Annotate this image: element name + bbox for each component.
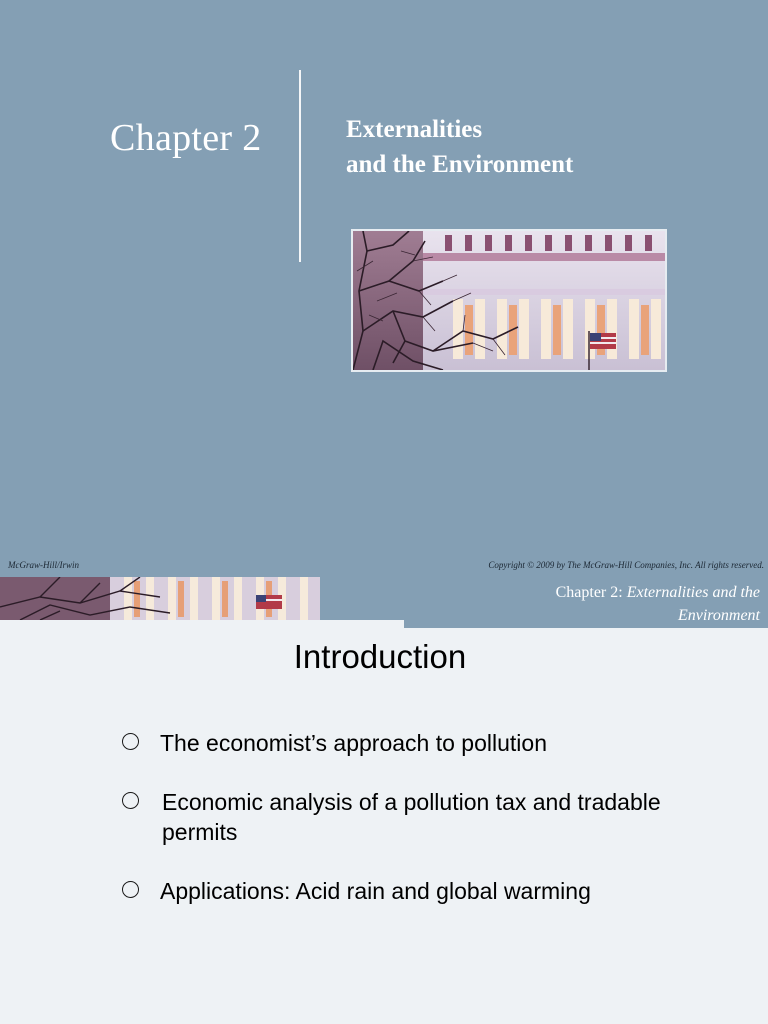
list-item: [120, 728, 720, 758]
header-title-line-2: Environment: [677, 607, 760, 624]
bullet-circle-icon: [122, 881, 139, 898]
bullet-circle-icon: [122, 733, 139, 750]
header-band-cutout: [0, 620, 404, 628]
list-item: [120, 787, 720, 847]
bullet-text: Economic analysis of a pollution tax and tradable permits: [162, 789, 661, 845]
bullet-circle-icon: [122, 792, 139, 809]
capitol-strip-photo: [0, 577, 320, 620]
bullet-text: Applications: Acid rain and global warming: [160, 878, 591, 904]
title-line-2: and the Environment: [346, 151, 574, 178]
slide-heading: Introduction: [293, 638, 467, 675]
chapter-label: Chapter 2: [110, 117, 262, 159]
slide-title: [346, 112, 746, 182]
header-chapter: Chapter 2:: [555, 584, 623, 601]
list-item: [120, 876, 720, 906]
footer-copyright: Copyright © 2009 by The McGraw-Hill Companies, Inc. All rights reserved.: [488, 560, 764, 570]
footer-publisher: McGraw-Hill/Irwin: [8, 560, 79, 570]
title-line-1: Externalities: [346, 116, 483, 143]
capitol-dome-photo: [351, 229, 667, 372]
bullet-list: [120, 728, 720, 935]
content-header-title: [460, 581, 760, 627]
bullet-text: The economist’s approach to pollution: [160, 730, 547, 756]
vertical-divider: [299, 70, 301, 262]
header-title-line-1: Externalities and the: [626, 584, 760, 601]
